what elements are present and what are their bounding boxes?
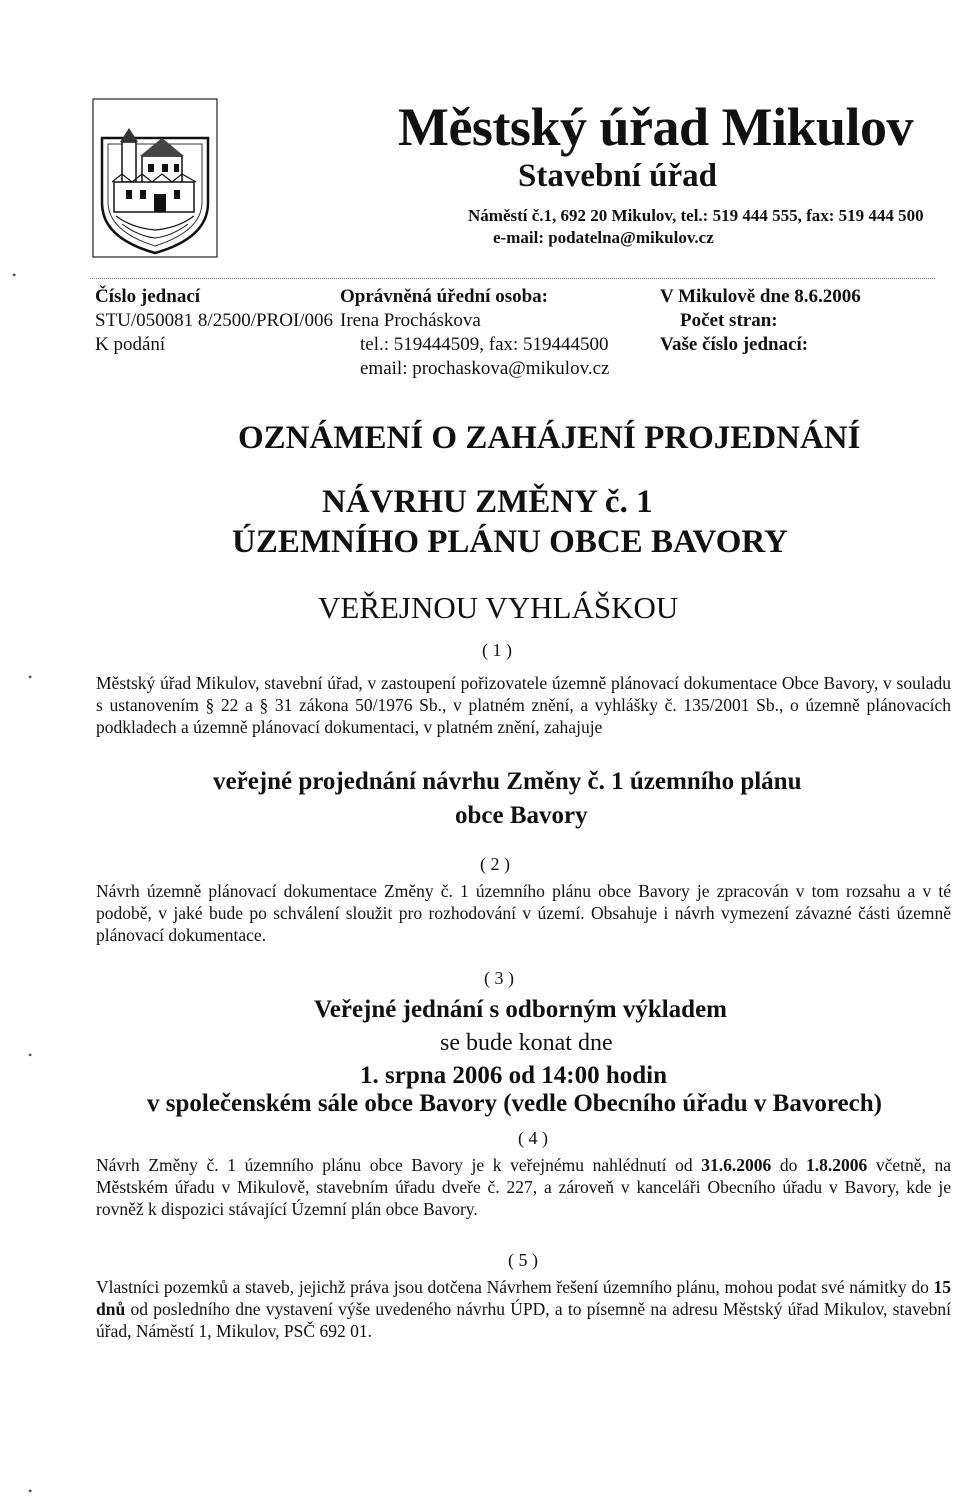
town-coat-of-arms-icon [92,98,218,258]
date-line: V Mikulově dne 8.6.2006 [660,286,861,307]
header-divider [90,278,935,279]
reference-column-3 [660,285,861,357]
office-email: e-mail: podatelna@mikulov.cz [493,228,714,247]
section-3-line-4: v společenském sále obce Bavory (vedle Obecního úřadu v Bavorech) [147,1090,882,1117]
section-1-highlight-1: veřejné projednání návrhu Změny č. 1 územního plánu [213,768,802,795]
reference-number: STU/050081 8/2500/PROI/006 [95,310,334,331]
section-4-text-a: Návrh Změny č. 1 územního plánu obce Bavory je k veřejnému nahlédnutí od [96,1155,702,1175]
your-reference-label: Vaše číslo jednací: [660,334,809,355]
section-4-text-b: do [771,1155,806,1175]
reference-column-2 [340,285,609,381]
page-count-label: Počet stran: [680,310,778,331]
section-5-number: ( 5 ) [508,1250,538,1270]
section-3-number: ( 3 ) [484,968,514,988]
section-5-days: 15 dnů [96,1277,951,1319]
scan-mark: • [12,268,17,282]
section-4-text-c: včetně, na Městském úřadu v Mikulově, stavebním úřadu dveře č. 227, a zároveň v kanceláři Obecního úřadu v Bavory, kde je rovněž k dispozici stávající Územní plán obce Bavory. [96,1155,952,1219]
section-4-text [96,1154,951,1220]
title-line-1: OZNÁMENÍ O ZAHÁJENÍ PROJEDNÁNÍ [238,420,861,456]
reference-column-1 [95,285,333,357]
section-1-text: Městský úřad Mikulov, stavební úřad, v zastoupení pořizovatele územně plánovací dokumentace Obce Bavory, v souladu s ustanovením § 22 a § 31 zákona 50/1976 Sb., v platném znění, a vyhlášky č. 135/2001 Sb., o územně plánovacích podkladech a územně plánovací dokumentaci, v platném znění, zahajuje [96,673,951,737]
section-5-text-a: Vlastníci pozemků a staveb, jejichž práva jsou dotčena Návrhem řešení územního plánu, mohou podat své námitky do [96,1277,934,1297]
section-4-date-to: 1.8.2006 [805,1155,868,1175]
title-line-3: ÚZEMNÍHO PLÁNU OBCE BAVORY [232,524,788,560]
official-label: Oprávněná úřední osoba: [340,286,548,307]
official-email: email: prochaskova@mikulov.cz [360,358,610,379]
office-name: Městský úřad Mikulov [398,97,914,157]
scan-mark: • [28,1048,33,1062]
department-name: Stavební úřad [518,158,717,194]
reference-label: Číslo jednací [95,286,201,307]
title-subtitle: VEŘEJNOU VYHLÁŠKOU [318,590,679,625]
official-phone: tel.: 519444509, fax: 519444500 [360,334,609,355]
section-5-text [96,1276,951,1342]
section-4-number: ( 4 ) [518,1128,548,1148]
office-address: Náměstí č.1, 692 20 Mikulov, tel.: 519 444 555, fax: 519 444 500 [468,206,924,225]
section-3-line-3: 1. srpna 2006 od 14:00 hodin [360,1062,668,1089]
section-2-text: Návrh územně plánovací dokumentace Změny č. 1 územního plánu obce Bavory je zpracován v tom rozsahu a v té podobě, v jaké bude po schválení sloužit pro rozhodování v území. Obsahuje i návrh vymezení závazné části územně plánovací dokumentace. [96,881,951,945]
section-5-text-b: od posledního dne vystavení výše uvedeného návrhu ÚPD, a to písemně na adresu Městský úřad Mikulov, stavební úřad, Náměstí 1, Mikulov, PSČ 692 01. [96,1299,951,1341]
scan-mark: • [28,670,33,684]
section-1-number: ( 1 ) [482,640,512,660]
submission-label: K podání [95,334,166,355]
scan-mark: • [28,1484,33,1498]
official-name: Irena Procháskova [340,310,481,331]
section-3-line-1: Veřejné jednání s odborným výkladem [314,996,727,1023]
section-4-date-from: 31.6.2006 [701,1155,772,1175]
section-3-line-2: se bude konat dne [440,1030,613,1056]
section-1-highlight-2: obce Bavory [455,802,588,829]
section-2-number: ( 2 ) [480,854,510,874]
title-line-2: NÁVRHU ZMĚNY č. 1 [322,484,653,520]
